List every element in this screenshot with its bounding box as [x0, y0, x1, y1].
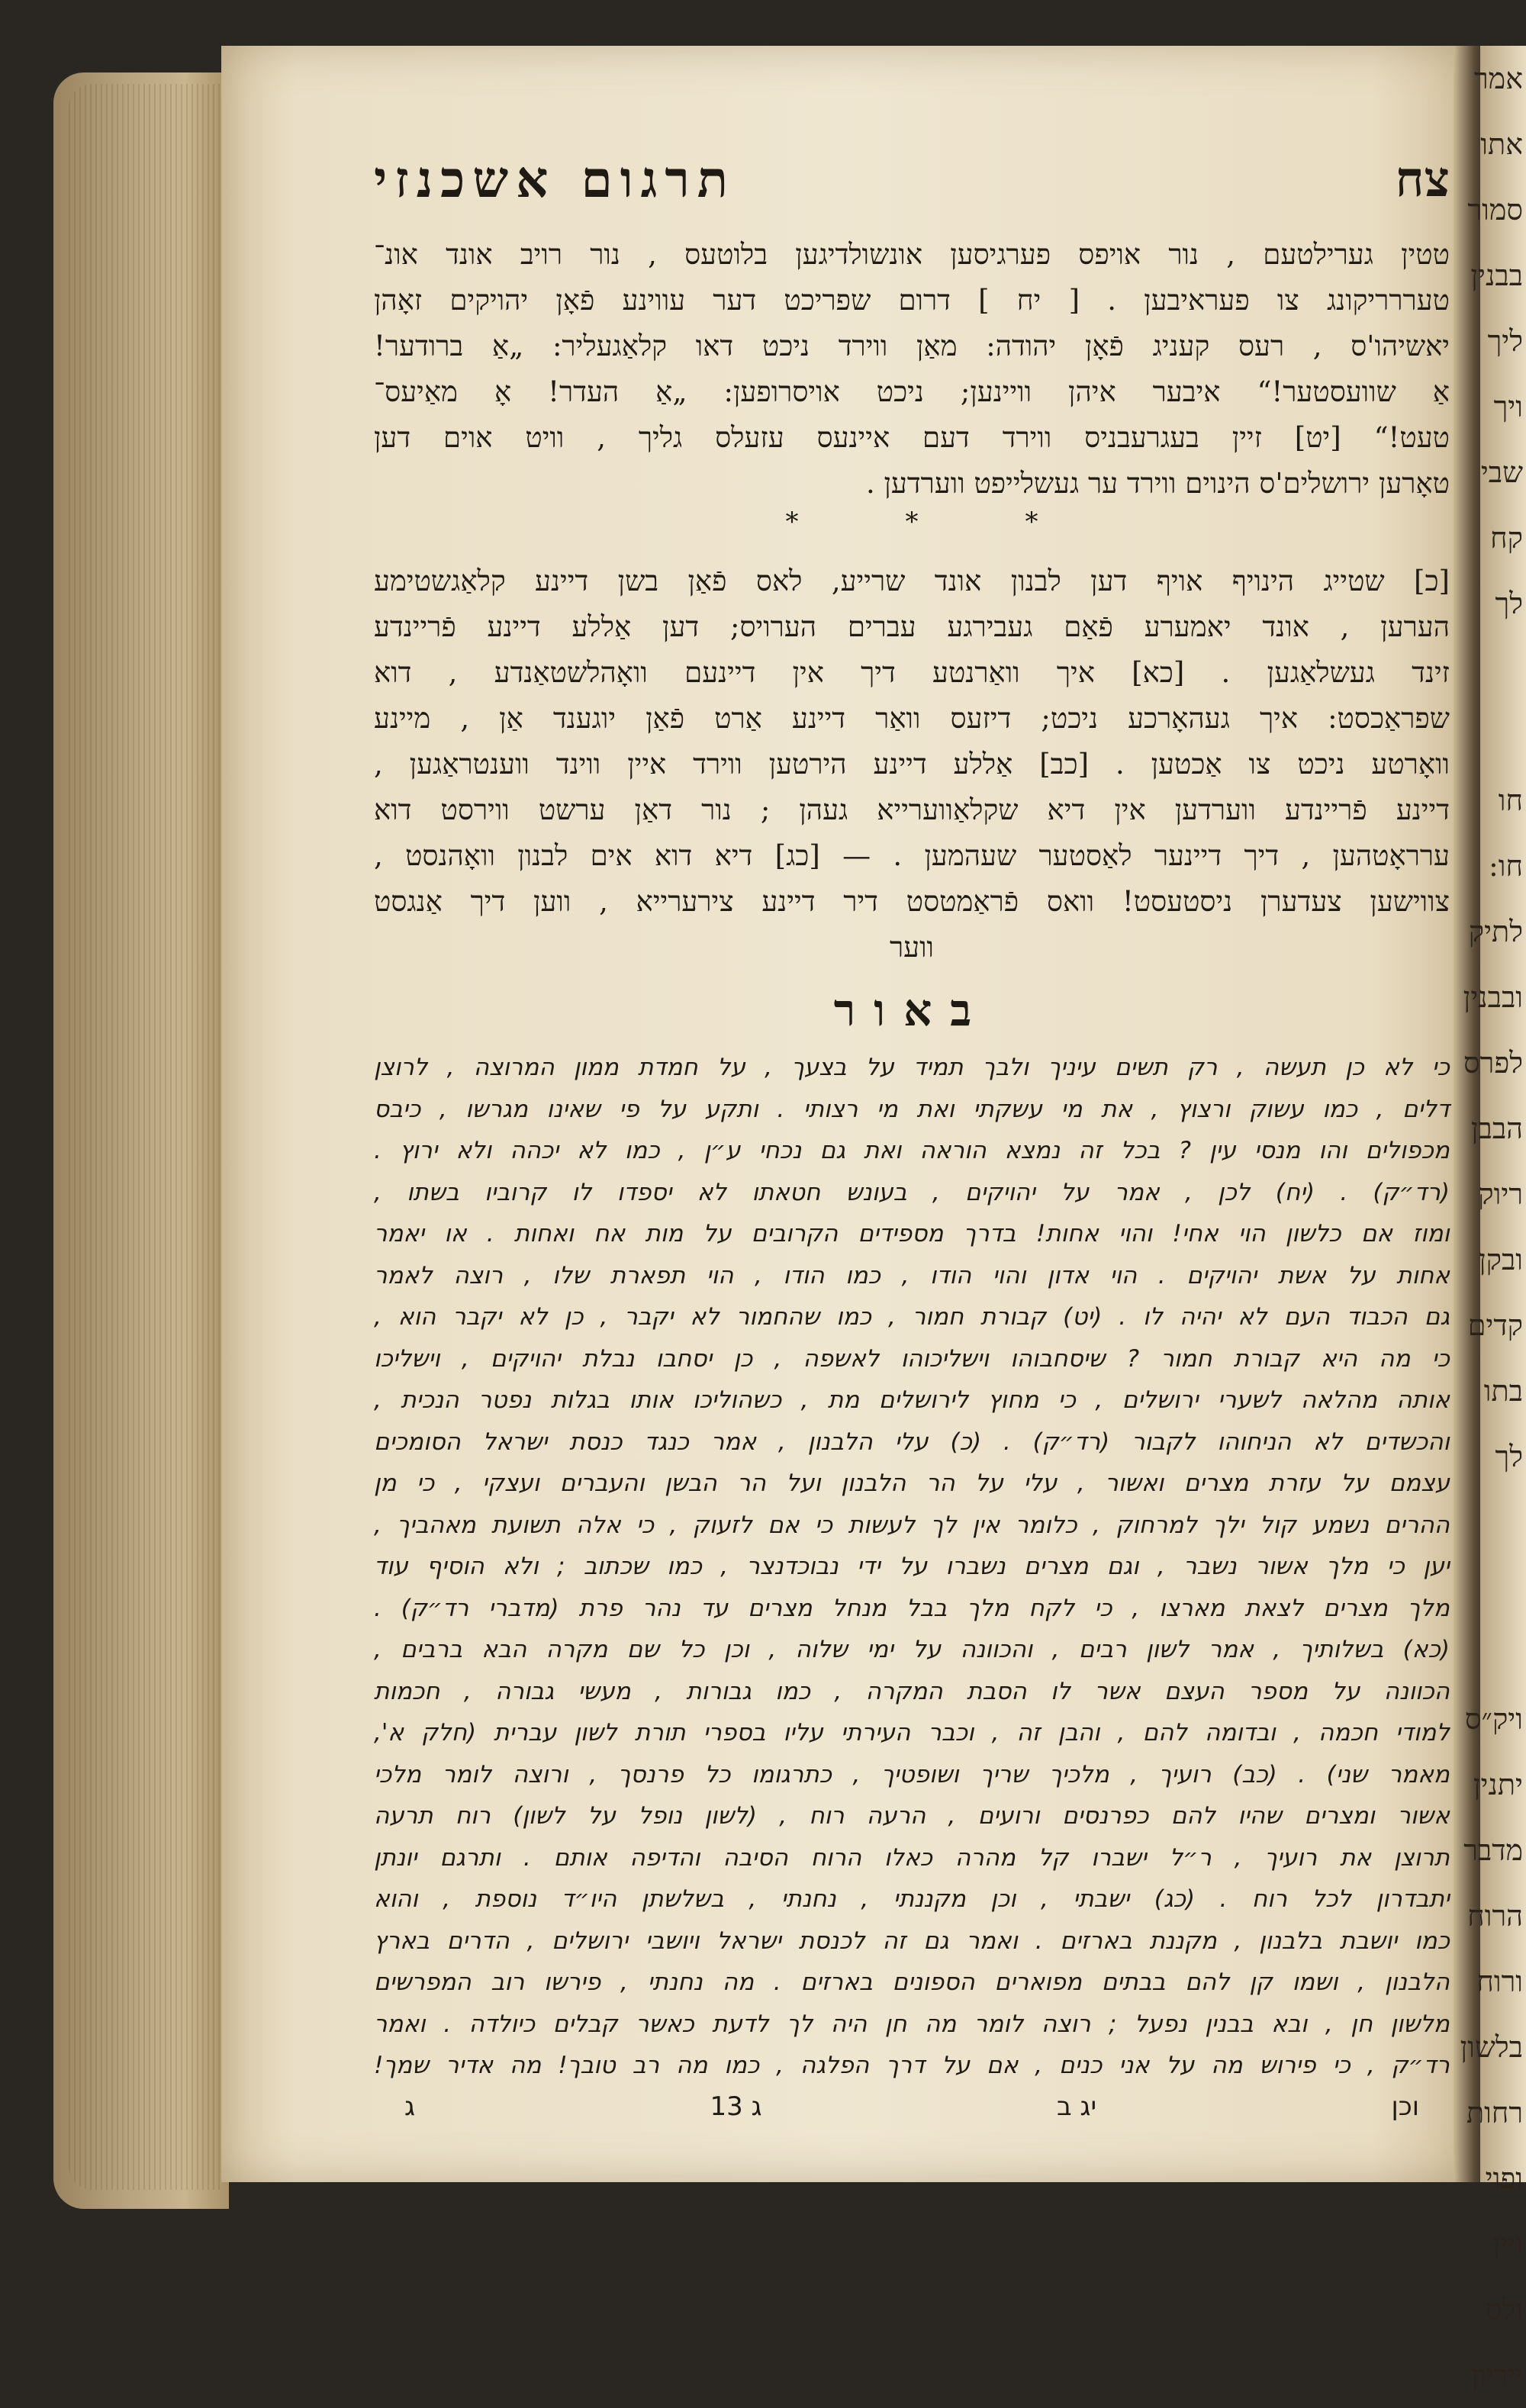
facing-page-fragment: ויין [1492, 2227, 1523, 2261]
translation-line: טעררריקונג צו פעראיבען . [ יח ] דרום שפריכט דער עווינע פֿאָן יהויקים זאָהן [374, 284, 1450, 317]
commentary-line: (רד״ק) . (יח) לכן , אמר על יהויקים , בעונש חטאתו לא יספדו לו קרוביו בשתו , [374, 1178, 1450, 1206]
facing-page-fragment: ופוי [1485, 2162, 1523, 2195]
translation-line: אַ שוועסטער!“ איבער איהן וויינען; ניכט אויסרופען: „אַ העדר! אָ מאַיעס־ [374, 375, 1450, 408]
commentary-line: אותה מהלאה לשערי ירושלים , כי מחוץ לירושלים מת , כשהוליכו אותו בגלות נפטר הנכית , [374, 1386, 1450, 1414]
commentary-line: מכפולים והו מנסי עין ? בכל זה נמצא הוראה ואת גם נכחי ע״ן , כמו לא יכהה ולא ירוץ . [374, 1137, 1450, 1164]
page-number: צח [1395, 150, 1450, 208]
commentary-line: אשור ומצרים שהיו להם כפרנסים ורועים , הרעה רוח , (לשון נופל על לשון) רוח תרעה [374, 1802, 1450, 1830]
separator-star: * [1025, 507, 1038, 537]
translation-main-block [374, 559, 1450, 971]
facing-page-fragment: שבי [1480, 456, 1523, 489]
translation-line: שפראַכסט: איך געהאָרכע ניכט; דיזעס וואַר דיינע אַרט פֿאַן יוגענד אַן , מיינע [374, 702, 1450, 735]
facing-page-fragment: ויך [1493, 390, 1523, 423]
commentary-line: יתבדרון לכל רוח . (כג) ישבתי , וכן מקננתי , נחנתי , בשלשתן היו״ד נוספת , והוא [374, 1885, 1450, 1913]
commentary-line: רד״ק , כי פירוש מה על אני כנים , אם על דרך הפלגה , כמו מה רב טובך! מה אדיר שמך! [374, 2052, 1450, 2079]
commentary-line: מאמר שני) . (כב) רועיך , מלכיך שריך ושופטיך , כתרגומו כל פרנסך , ורוצה לומר מלכי [374, 1760, 1450, 1788]
facing-page-edge [1460, 46, 1526, 2392]
facing-page-fragment: ובבנין [1463, 980, 1523, 1014]
commentary-line: מלשון חן , ובא בבנין נפעל ; רוצה לומר מה חן היה לך לדעת כאשר קבלים כיולדה . ואמר [374, 2010, 1450, 2038]
commentary-line: כי מה היא קבורת חמור ? שיסחבוהו וישליכוהו לאשפה , כן יסחבו נבלת יהויקים , וישליכו [374, 1344, 1450, 1373]
facing-page-fragment: אתו [1480, 127, 1523, 161]
translation-line: זינד געשלאַגען . [כא] איך וואַרנטע דיך אין דיינעם וואָהלשטאַנדע , דוא [374, 656, 1450, 689]
facing-page-fragment: מדבר [1463, 1833, 1523, 1867]
commentary-line: דלים , כמו עשוק ורצוץ , את מי עשקתי ואת מי רצותי . ותקע על פי שאינו מגרשו , כיבס [374, 1095, 1450, 1123]
section-separator [374, 507, 1450, 537]
page-content [374, 145, 1450, 2122]
running-head [374, 145, 1450, 214]
translation-line: צווישען צעדערן ניסטעסט! וואס פֿראַמטסט דיר דיינע צירערייא , ווען דיך אַנגסט [374, 885, 1450, 918]
facing-page-fragment: הרוח [1467, 1899, 1523, 1933]
facing-page-fragment: לתיק [1468, 915, 1523, 948]
facing-page-fragment: חו: [1488, 849, 1523, 883]
page-edges-texture [69, 84, 221, 2190]
facing-page-fragment: ורוח [1476, 1965, 1523, 1998]
catchword: ג 13 [710, 2091, 762, 2122]
facing-page-fragment: ולס [1485, 2293, 1523, 2326]
facing-page-fragment: בבנין [1470, 259, 1523, 292]
facing-page-fragment [1480, 1621, 1526, 1686]
catchwords-footer [374, 2091, 1450, 2122]
facing-page-fragment: ובקן [1478, 1243, 1523, 1276]
facing-page-fragment: חו [1498, 784, 1523, 817]
commentary-line: הכוונה על מספר העצם אשר לו הסבת המקרה , כמו גבורות , מעשי גבורה , חכמות [374, 1677, 1450, 1705]
catchword: ג [404, 2091, 416, 2122]
facing-page-fragment: רחות [1466, 2096, 1523, 2130]
facing-page-fragment: סמור [1467, 193, 1523, 227]
commentary-line: והכשדים לא הניחוהו לקבור (רד״ק) . (כ) עלי הלבנון , אמר כנגד כנסת ישראל הסומכים [374, 1428, 1450, 1456]
facing-page-fragment: הבבן [1470, 1112, 1523, 1145]
translation-line: הערען , אונד יאמערע פֿאַם געבירגע עברים הערויס; דען אַללע דיינע פֿריינדע [374, 610, 1450, 643]
facing-page-fragment: לך [1495, 1440, 1523, 1473]
translation-line: וואָרטע ניכט צו אַכטען . [כב] אַללע דיינע הירטען ווירד איין ווינד ווענטראַגען , [374, 748, 1450, 781]
facing-page-fragment [1480, 1489, 1526, 1555]
facing-page-fragment: בתו [1483, 1374, 1523, 1408]
commentary-line: למודי חכמה , ובדומה להם , והבן זה , וכבר העירתי עליו בספרי תורת לשון עברית (חלק א', [374, 1719, 1450, 1746]
commentary-line: ההרים נשמע קול ילך למרחוק , כלומר אין לך לעשות כי אם לזעוק , כי אלה תשועת מאהביך , [374, 1511, 1450, 1539]
facing-page-fragment: ויק״ס [1464, 1702, 1523, 1736]
running-title: תרגום אשכנזי [374, 149, 736, 209]
commentary-block [374, 1047, 1450, 2087]
facing-page-fragment: לפרס [1463, 1046, 1523, 1080]
translation-line: טטין גערילטעם , נור אויפס פערגיסען אונשולדיגען בלוטעס , נור רויב אונד אונ־ [374, 238, 1450, 271]
translation-line: ווער [889, 931, 935, 964]
translation-line: דיינע פֿריינדע ווערדען אין דיא שקלאַווערייא געהן ; נור דאַן ערשט ווירסט דוא [374, 794, 1450, 826]
facing-page-fragment [1480, 1555, 1526, 1621]
catchword: יג ב [1056, 2091, 1097, 2122]
commentary-line: ומוז אם כלשון הוי אחי! והוי אחות! בדרך מספידים הקרובים על מות אח ואחות . או יאמר [374, 1220, 1450, 1247]
commentary-line: הלבנון , ושמו קן להם בבתים מפוארים הספונים בארזים . מה נחנתי , פירשו רוב המפרשים [374, 1969, 1450, 1996]
separator-star: * [785, 507, 799, 537]
translation-line: [כ] שטייג הינויף אויף דען לבנון אונד שרייע, לאס פֿאַן בשן דיינע קלאַגשטימע [374, 565, 1450, 597]
facing-page-fragment: בלשון [1460, 2030, 1523, 2064]
commentary-line: (כא) בשלותיך , אמר לשון רבים , והכוונה על ימי שלוה , וכן כל שם מקרה הבא ברבים , [374, 1636, 1450, 1663]
facing-page-fragment [1480, 636, 1526, 702]
commentary-line: יען כי מלך אשור נשבר , וגם מצרים נשברו על ידי נבוכדנצר , כמו שכתוב ; ולא הוסיף עוד [374, 1553, 1450, 1580]
separator-star: * [905, 507, 919, 537]
commentary-line: מלך מצרים לצאת מארצו , כי לקח מלך בבל מנחל מצרים עד נהר פרת (מדברי רד״ק) . [374, 1594, 1450, 1622]
translation-line: טעט!“ [יט] זיין בעגרעבניס ווירד דעם איינעס עזעלס גליך , וויט אוים דען [374, 421, 1450, 454]
facing-page-fragment: ייריון [1471, 2358, 1523, 2392]
commentary-line: עצמם על עזרת מצרים ואשור , עלי על הר הלבנון ועל הר הבשן והעברים ועצקי , כי מן [374, 1470, 1450, 1497]
facing-page-fragment: לך [1495, 587, 1523, 620]
commentary-line: אחות על אשת יהויקים . הוי אדון והוי הודו , כמו הודו , הוי תפארת שלו , רוצה לאמר [374, 1261, 1450, 1289]
translation-line: ערראָטהען , דיך דיינער לאַסטער שעהמען . — [כג] דיא דוא אים לבנון וואָהנסט , [374, 839, 1450, 872]
catchword: וכן [1391, 2091, 1419, 2122]
facing-page-fragment [1480, 702, 1526, 768]
facing-page-fragment: קח [1490, 521, 1523, 555]
facing-page-fragment: יתנין [1473, 1768, 1523, 1801]
commentary-line: כי לא כן תעשה , רק תשים עיניך ולבך תמיד על בצעך , על חמדת ממון המרוצה , לרוצן [374, 1054, 1450, 1081]
facing-page-fragment: אמר [1474, 62, 1523, 95]
biur-heading: באור [833, 984, 990, 1036]
translation-line: טאָרען ירושלים'ס הינוים ווירד ער געשלייפט ווערדען . [865, 467, 1450, 500]
translation-top-block [374, 232, 1450, 507]
commentary-line: כמו יושבת בלבנון , מקננת בארזים . ואמר גם זה לכנסת ישראל ויושבי ירושלים , הדרים בארץ [374, 1927, 1450, 1955]
facing-page-fragment: ליך [1487, 324, 1523, 358]
commentary-line: גם הכבוד העם לא יהיה לו . (יט) קבורת חמור , כמו שהחמור לא יקבר , כן לא יקבר הוא , [374, 1303, 1450, 1331]
translation-line: יאשיהו'ס , רעס קעניג פֿאָן יהודה: מאַן ווירד ניכט דאו קלאַגעליר: „אַ ברודער! [374, 330, 1450, 362]
facing-page-fragment: קדים [1467, 1309, 1523, 1342]
commentary-line: תרוצן את רועיך , ר״ל ישברו קל מהרה כאלו הרוח הסיבה והדיפה אותם . ותרגם יונתן [374, 1843, 1450, 1872]
facing-page-fragment: ריוק [1478, 1177, 1523, 1211]
